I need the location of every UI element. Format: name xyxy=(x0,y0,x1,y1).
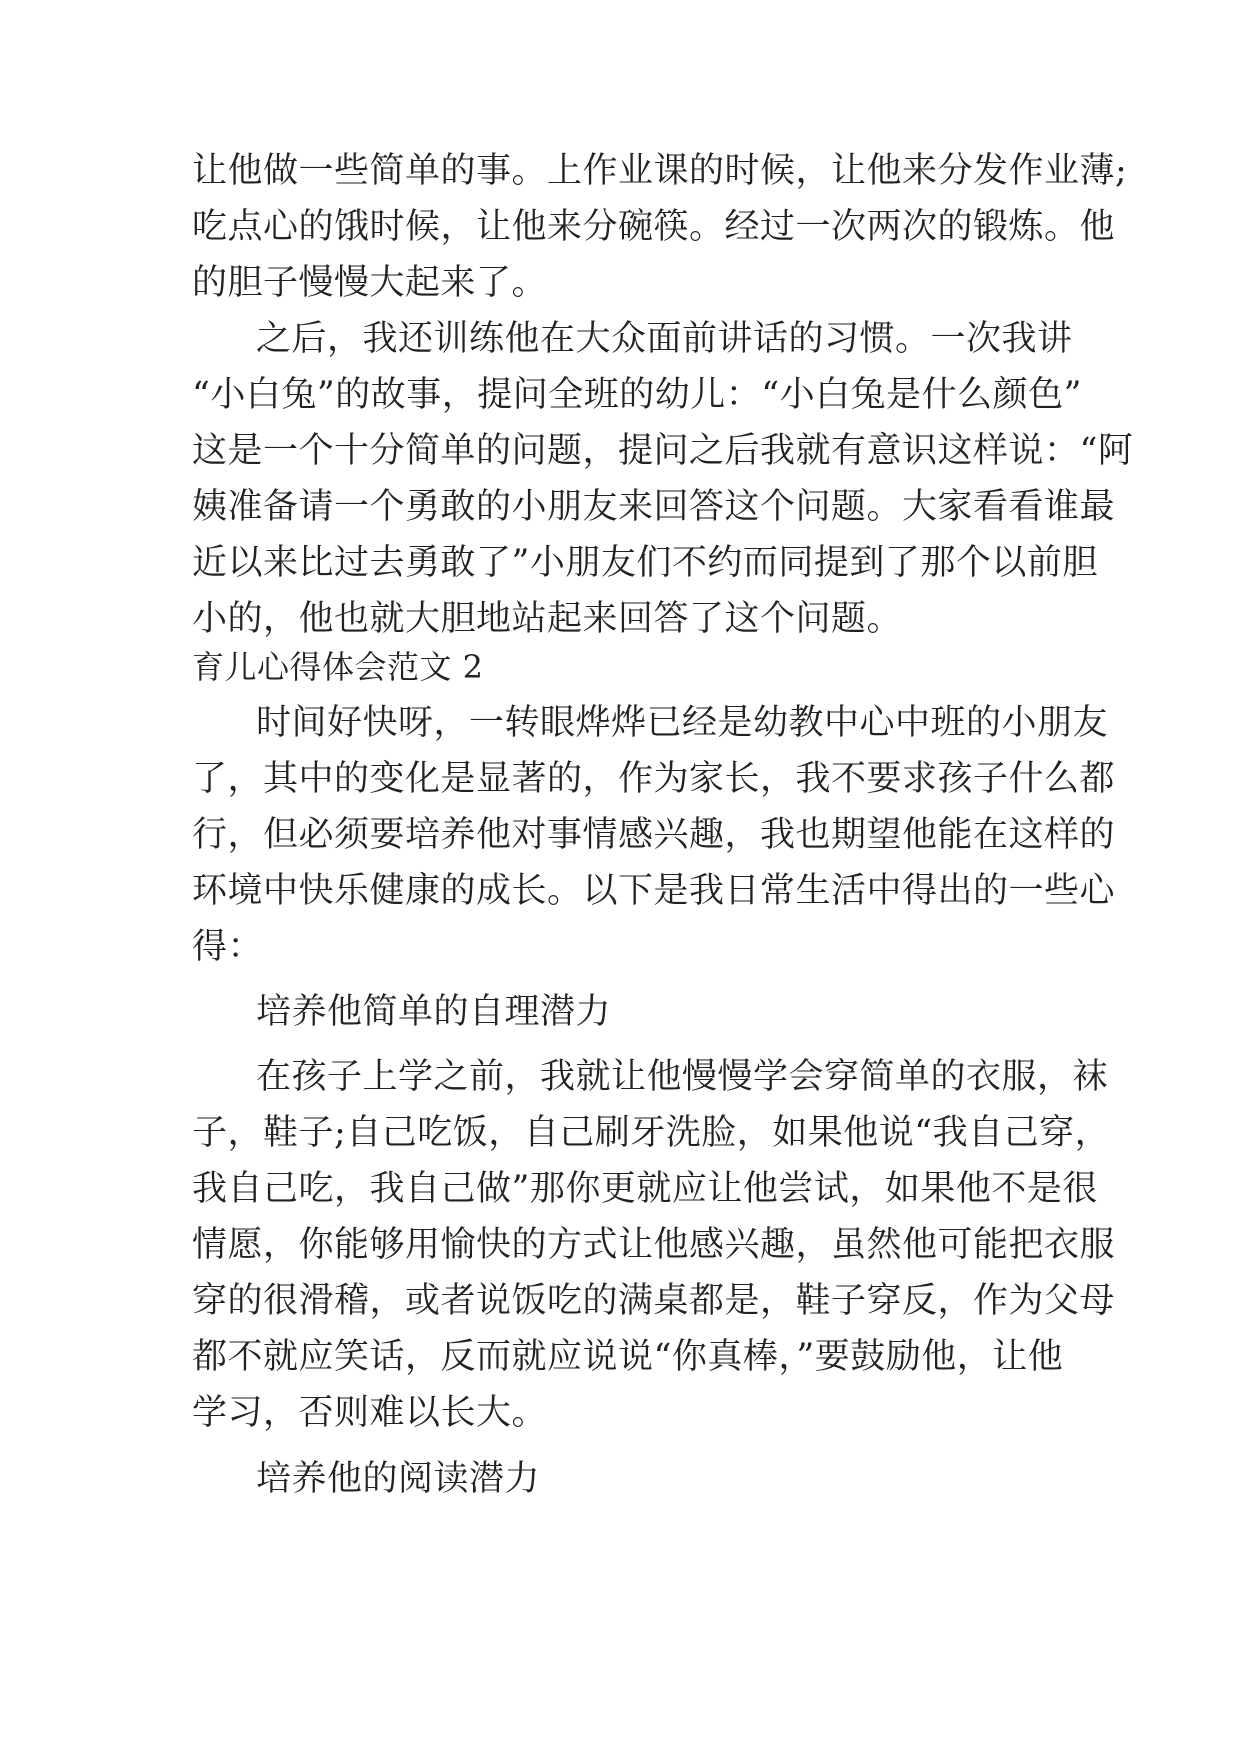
para2-line-6: 小的，他也就大胆地站起来回答了这个问题。 xyxy=(192,599,903,639)
para2-line-5: 近以来比过去勇敢了”小朋友们不约而同提到了那个以前胆 xyxy=(192,543,1098,583)
para1-line-1: 让他做一些简单的事。上作业课的时候，让他来分发作业薄; xyxy=(192,151,1128,191)
para3-line-2: 了，其中的变化是显著的，作为家长，我不要求孩子什么都 xyxy=(192,759,1116,799)
para4-line-3: 我自己吃，我自己做”那你更就应让他尝试，如果他不是很 xyxy=(192,1169,1098,1209)
subheading-self-care: 培养他简单的自理潜力 xyxy=(256,992,612,1032)
para4-line-2: 子，鞋子;自己吃饭，自己刷牙洗脸，如果他说“我自己穿， xyxy=(192,1113,1111,1153)
subheading-reading: 培养他的阅读潜力 xyxy=(256,1459,541,1499)
para4-line-7: 学习，否则难以长大。 xyxy=(192,1393,548,1433)
para4-line-1: 在孩子上学之前，我就让他慢慢学会穿简单的衣服，袜 xyxy=(256,1057,1109,1097)
section-title: 育儿心得体会范文 2 xyxy=(192,648,484,686)
para4-line-6: 都不就应笑话，反而就应说说“你真棒，”要鼓励他，让他 xyxy=(192,1337,1064,1377)
para2-line-2: “小白兔”的故事，提问全班的幼儿：“小白兔是什么颜色” xyxy=(192,375,1083,415)
para1-line-3: 的胆子慢慢大起来了。 xyxy=(192,263,548,303)
para2-line-4: 姨准备请一个勇敢的小朋友来回答这个问题。大家看看谁最 xyxy=(192,487,1116,527)
para4-line-4: 情愿，你能够用愉快的方式让他感兴趣，虽然他可能把衣服 xyxy=(192,1225,1116,1265)
para3-line-1: 时间好快呀，一转眼烨烨已经是幼教中心中班的小朋友 xyxy=(256,703,1109,743)
para2-line-1: 之后，我还训练他在大众面前讲话的习惯。一次我讲 xyxy=(256,319,1073,359)
para2-line-3: 这是一个十分简单的问题，提问之后我就有意识这样说：“阿 xyxy=(192,431,1134,471)
para4-line-5: 穿的很滑稽，或者说饭吃的满桌都是，鞋子穿反，作为父母 xyxy=(192,1281,1116,1321)
para3-line-3: 行，但必须要培养他对事情感兴趣，我也期望他能在这样的 xyxy=(192,815,1116,855)
para3-line-4: 环境中快乐健康的成长。以下是我日常生活中得出的一些心 xyxy=(192,871,1116,911)
para3-line-5: 得： xyxy=(192,927,264,967)
para1-line-2: 吃点心的饿时候，让他来分碗筷。经过一次两次的锻炼。他 xyxy=(192,207,1116,247)
